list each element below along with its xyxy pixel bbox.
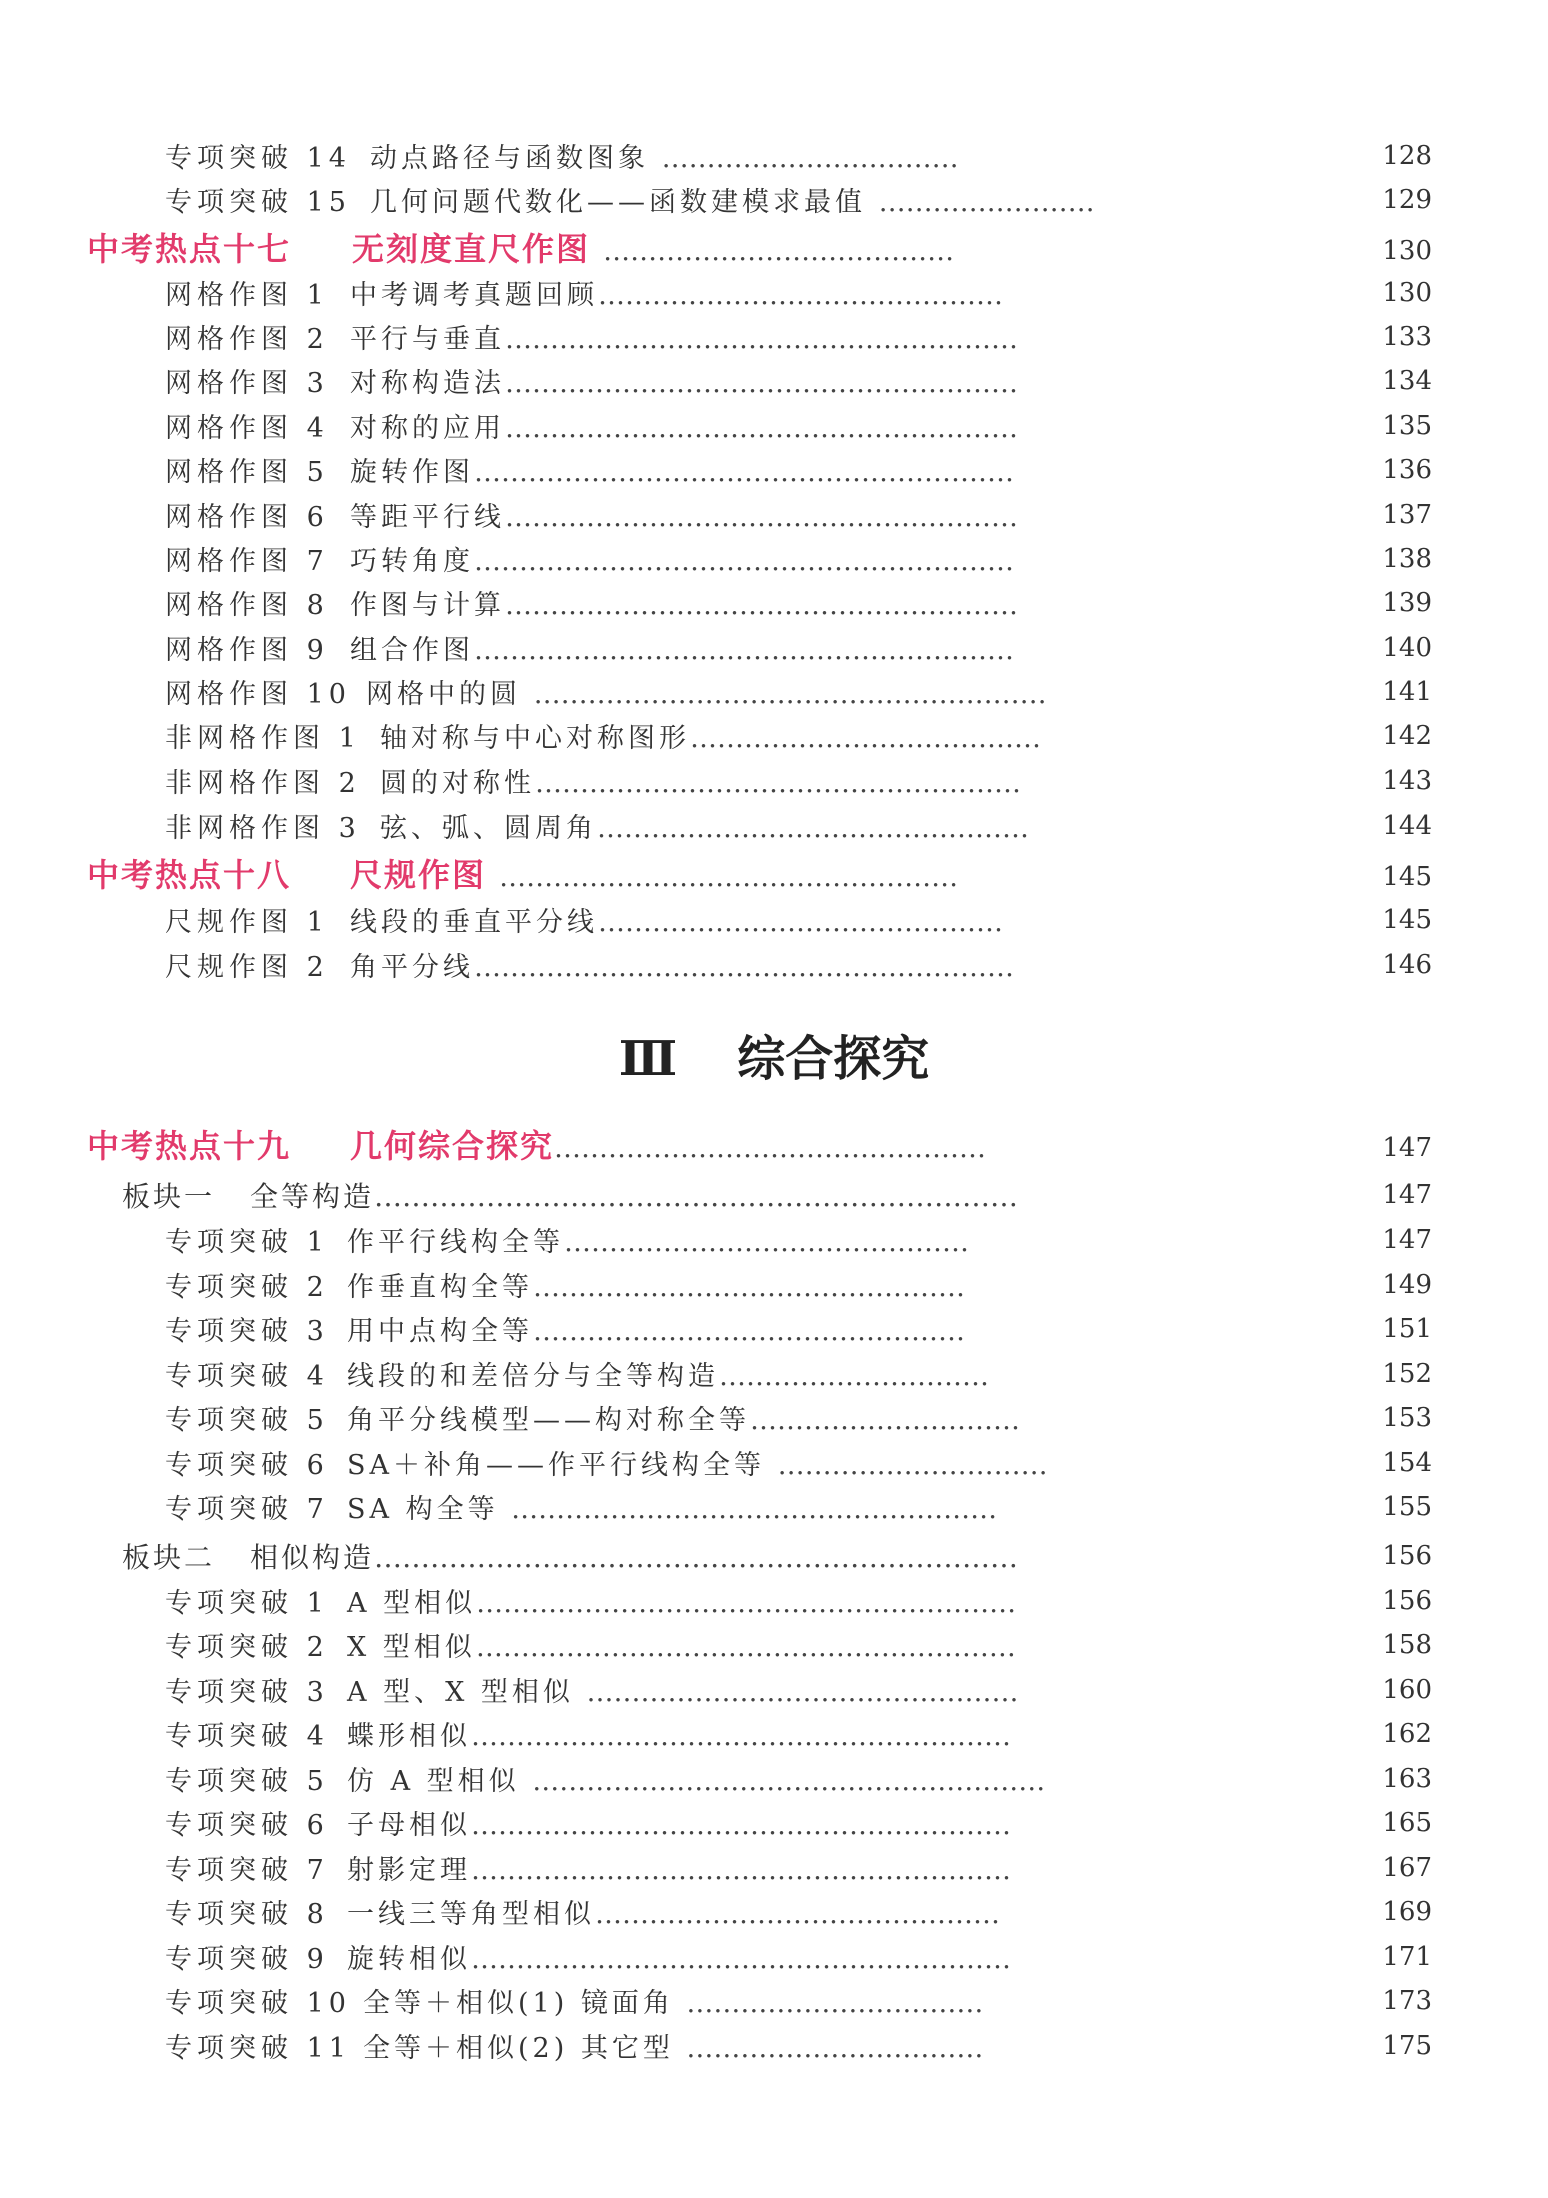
page-number: 169 — [1382, 1897, 1432, 1927]
page-number: 139 — [1382, 588, 1432, 618]
entry-label: 网格作图 8 — [165, 590, 329, 621]
leader-dots: …………………………………………………………… — [374, 1180, 1019, 1213]
entry-title: 线段的和差倍分与全等构造………………………… — [347, 1361, 989, 1392]
entry-title: 仿 A 型相似 ………………………………………………… — [347, 1766, 1046, 1797]
toc-entry[interactable] — [0, 1578, 1548, 1618]
entry-label: 非网格作图 2 — [165, 768, 361, 799]
toc-entry[interactable] — [0, 1800, 1548, 1840]
page-number: 156 — [1382, 1586, 1432, 1616]
entry-label: 网格作图 2 — [165, 324, 329, 355]
toc-section-heading[interactable] — [0, 1121, 1548, 1165]
leader-dots: …………………………………………… — [499, 862, 959, 893]
page-number: 147 — [1382, 1225, 1432, 1255]
page-number: 130 — [1382, 278, 1432, 308]
toc-entry[interactable] — [0, 133, 1548, 173]
leader-dots: ………………………………………… — [586, 1677, 1019, 1708]
entry-label: 网格作图 3 — [165, 368, 329, 399]
entry-title: 动点路径与函数图象 …………………………… — [370, 143, 959, 174]
toc-entry[interactable] — [0, 270, 1548, 310]
entry-label: 专项突破 9 — [165, 1944, 329, 1975]
page-number: 158 — [1382, 1630, 1432, 1660]
page-number: 162 — [1382, 1719, 1432, 1749]
leader-dots: …………………………………………………… — [475, 1632, 1016, 1663]
toc-entry[interactable] — [0, 2023, 1548, 2063]
entry-title: 角平分线模型——构对称全等………………………… — [347, 1405, 1020, 1436]
toc-entry[interactable] — [0, 1889, 1548, 1929]
entry-label: 网格作图 4 — [165, 413, 329, 444]
leader-dots: …………………………………………………… — [474, 546, 1014, 577]
section-label: 中考热点十九 — [87, 1127, 292, 1165]
page-number: 136 — [1382, 455, 1432, 485]
leader-dots: ………………………… — [777, 1450, 1048, 1481]
entry-title: 一线三等角型相似……………………………………… — [347, 1899, 1000, 1930]
page-number: 167 — [1382, 1853, 1432, 1883]
entry-label: 专项突破 3 — [165, 1677, 329, 1708]
leader-dots: …………………………… — [661, 143, 959, 174]
page-number: 156 — [1382, 1541, 1432, 1571]
toc-entry[interactable] — [0, 314, 1548, 354]
entry-label: 专项突破 4 — [165, 1721, 329, 1752]
page-number: 129 — [1382, 185, 1432, 215]
leader-dots: ……………………………………………… — [535, 768, 1021, 799]
part-numeral: Ⅲ — [618, 1031, 678, 1087]
entry-label: 专项突破 5 — [165, 1405, 329, 1436]
entry-title: 作图与计算………………………………………………… — [350, 590, 1018, 621]
entry-label: 专项突破 15 — [165, 187, 351, 218]
entry-title: 用中点构全等………………………………………… — [347, 1316, 965, 1347]
toc-entry[interactable] — [0, 1667, 1548, 1707]
section-title: 几何综合探究………………………………………… — [350, 1127, 987, 1165]
toc-entry[interactable] — [0, 942, 1548, 982]
entry-title: 平行与垂直………………………………………………… — [350, 324, 1018, 355]
leader-dots: …………………………………………………………… — [374, 1541, 1019, 1574]
toc-entry[interactable] — [0, 803, 1548, 843]
entry-title: 全等＋相似(2) 其它型 …………………………… — [363, 2033, 984, 2064]
page-number: 138 — [1382, 544, 1432, 574]
section-title: 无刻度直尺作图 ………………………………… — [352, 230, 955, 268]
entry-title: A 型、X 型相似 ………………………………………… — [347, 1677, 1019, 1708]
entry-label: 网格作图 10 — [165, 679, 351, 710]
entry-title: 蝶形相似…………………………………………………… — [347, 1721, 1011, 1752]
toc-entry[interactable] — [0, 1262, 1548, 1302]
section-label: 中考热点十八 — [87, 856, 292, 894]
page-number: 173 — [1382, 1986, 1432, 2016]
leader-dots: ………………………………………………… — [505, 590, 1018, 621]
leader-dots: …………………………… — [686, 1988, 984, 2019]
toc-entry[interactable] — [0, 758, 1548, 798]
toc-entry[interactable] — [0, 625, 1548, 665]
entry-label: 尺规作图 2 — [165, 952, 329, 983]
toc-section-heading[interactable] — [0, 850, 1548, 894]
entry-label: 非网格作图 1 — [165, 723, 361, 754]
leader-dots: ………………………………………………… — [532, 1766, 1046, 1797]
page-number: 134 — [1382, 366, 1432, 396]
leader-dots: ……………………………………… — [598, 907, 1003, 938]
entry-title: 中考调考真题回顾……………………………………… — [350, 280, 1003, 311]
page-number: 144 — [1382, 811, 1432, 841]
entry-label: 网格作图 6 — [165, 502, 329, 533]
toc-entry[interactable] — [0, 1756, 1548, 1796]
leader-dots: …………………………………………………… — [471, 1721, 1011, 1752]
block-label: 板块一 — [122, 1180, 216, 1213]
page-number: 160 — [1382, 1675, 1432, 1705]
entry-title: SA 构全等 ……………………………………………… — [347, 1494, 998, 1525]
page-number: 145 — [1382, 905, 1432, 935]
entry-title: 等距平行线………………………………………………… — [350, 502, 1018, 533]
entry-label: 专项突破 4 — [165, 1361, 329, 1392]
entry-title: 组合作图…………………………………………………… — [350, 635, 1014, 666]
entry-label: 专项突破 11 — [165, 2033, 351, 2064]
leader-dots: ………………………………… — [690, 723, 1041, 754]
toc-block[interactable] — [0, 1533, 1548, 1573]
toc-entry[interactable] — [0, 1395, 1548, 1435]
entry-title: SA＋补角——作平行线构全等 ………………………… — [347, 1450, 1048, 1481]
page-number: 142 — [1382, 721, 1432, 751]
toc-entry[interactable] — [0, 1306, 1548, 1346]
leader-dots: ………………………………………………… — [505, 324, 1018, 355]
leader-dots: ……………………………………………… — [511, 1494, 998, 1525]
entry-label: 专项突破 7 — [165, 1494, 329, 1525]
toc-entry[interactable] — [0, 177, 1548, 217]
leader-dots: ………………………………………………… — [505, 502, 1018, 533]
leader-dots: ……………………………………… — [595, 1899, 1000, 1930]
entry-label: 专项突破 5 — [165, 1766, 329, 1797]
leader-dots: …………………………………………………… — [474, 952, 1014, 983]
toc-block[interactable] — [0, 1172, 1548, 1212]
toc-entry[interactable] — [0, 713, 1548, 753]
leader-dots: …………………………………………………… — [474, 635, 1014, 666]
entry-label: 专项突破 2 — [165, 1272, 329, 1303]
page-number: 175 — [1382, 2031, 1432, 2061]
toc-entry[interactable] — [0, 580, 1548, 620]
section-label: 中考热点十七 — [87, 230, 292, 268]
block-title: 全等构造…………………………………………………………… — [250, 1180, 1019, 1213]
entry-title: 作平行线构全等……………………………………… — [347, 1227, 969, 1258]
toc-entry[interactable] — [0, 669, 1548, 709]
entry-label: 专项突破 7 — [165, 1855, 329, 1886]
leader-dots: …………………………………………………… — [471, 1810, 1011, 1841]
entry-label: 非网格作图 3 — [165, 813, 361, 844]
toc-entry[interactable] — [0, 1622, 1548, 1662]
entry-title: A 型相似…………………………………………………… — [347, 1588, 1017, 1619]
section-title: 尺规作图 …………………………………………… — [350, 856, 959, 894]
entry-title: 子母相似…………………………………………………… — [347, 1810, 1011, 1841]
toc-entry[interactable] — [0, 1440, 1548, 1480]
block-title: 相似构造…………………………………………………………… — [250, 1541, 1019, 1574]
entry-title: 弦、弧、圆周角………………………………………… — [380, 813, 1029, 844]
leader-dots: ………………………………………………… — [505, 413, 1018, 444]
page-number: 147 — [1382, 1180, 1432, 1210]
entry-title: 射影定理…………………………………………………… — [347, 1855, 1011, 1886]
leader-dots: …………………………………………………… — [471, 1855, 1011, 1886]
part-title: 综合探究 — [737, 1031, 930, 1087]
entry-label: 专项突破 14 — [165, 143, 351, 174]
entry-label: 网格作图 7 — [165, 546, 329, 577]
page-number: 135 — [1382, 411, 1432, 441]
entry-title: 巧转角度…………………………………………………… — [350, 546, 1014, 577]
entry-title: 旋转作图…………………………………………………… — [350, 457, 1014, 488]
entry-label: 尺规作图 1 — [165, 907, 329, 938]
toc-entry[interactable] — [0, 897, 1548, 937]
leader-dots: ………………………………………… — [597, 813, 1029, 844]
page-number: 151 — [1382, 1314, 1432, 1344]
toc-section-heading[interactable] — [0, 224, 1548, 268]
leader-dots: ……………………………………… — [564, 1227, 969, 1258]
entry-title: 角平分线…………………………………………………… — [350, 952, 1014, 983]
page-number: 146 — [1382, 950, 1432, 980]
entry-label: 专项突破 8 — [165, 1899, 329, 1930]
page-number: 152 — [1382, 1359, 1432, 1389]
leader-dots: ………………………………… — [603, 236, 955, 267]
page-number: 154 — [1382, 1448, 1432, 1478]
page-number: 165 — [1382, 1808, 1432, 1838]
page-number: 171 — [1382, 1942, 1432, 1972]
toc-entry[interactable] — [0, 447, 1548, 487]
entry-label: 专项突破 1 — [165, 1588, 329, 1619]
toc-entry[interactable] — [0, 403, 1548, 443]
leader-dots: …………………………… — [686, 2033, 984, 2064]
entry-label: 专项突破 6 — [165, 1450, 329, 1481]
entry-title: 全等＋相似(1) 镜面角 …………………………… — [363, 1988, 984, 2019]
page-number: 149 — [1382, 1270, 1432, 1300]
page-number: 137 — [1382, 500, 1432, 530]
page-number: 130 — [1382, 236, 1432, 266]
part-heading — [0, 1020, 1548, 1089]
toc-entry[interactable] — [0, 1351, 1548, 1391]
entry-title: 几何问题代数化——函数建模求最值 …………………… — [370, 187, 1095, 218]
entry-title: 作垂直构全等………………………………………… — [347, 1272, 965, 1303]
toc-entry[interactable] — [0, 536, 1548, 576]
entry-title: X 型相似…………………………………………………… — [347, 1632, 1016, 1663]
page-number: 141 — [1382, 677, 1432, 707]
toc-entry[interactable] — [0, 1217, 1548, 1257]
page-number: 133 — [1382, 322, 1432, 352]
leader-dots: ………………………… — [719, 1361, 989, 1392]
leader-dots: ………………………………………… — [533, 1316, 965, 1347]
entry-label: 专项突破 6 — [165, 1810, 329, 1841]
page-number: 155 — [1382, 1492, 1432, 1522]
page-number: 147 — [1382, 1133, 1432, 1163]
leader-dots: ………………………………………… — [533, 1272, 965, 1303]
leader-dots: …………………………………………………… — [474, 457, 1014, 488]
entry-label: 专项突破 1 — [165, 1227, 329, 1258]
entry-title: 轴对称与中心对称图形………………………………… — [380, 723, 1041, 754]
leader-dots: ………………………………………………… — [533, 679, 1047, 710]
entry-label: 网格作图 1 — [165, 280, 329, 311]
toc-entry[interactable] — [0, 492, 1548, 532]
entry-title: 网格中的圆 ………………………………………………… — [366, 679, 1047, 710]
toc-entry[interactable] — [0, 1978, 1548, 2018]
leader-dots: ………………………………………………… — [505, 368, 1018, 399]
block-label: 板块二 — [122, 1541, 216, 1574]
leader-dots: ………………………………………… — [554, 1133, 987, 1164]
page-number: 153 — [1382, 1403, 1432, 1433]
leader-dots: ……………………………………… — [598, 280, 1003, 311]
entry-title: 旋转相似…………………………………………………… — [347, 1944, 1011, 1975]
entry-title: 圆的对称性……………………………………………… — [380, 768, 1021, 799]
leader-dots: …………………………………………………… — [471, 1944, 1011, 1975]
entry-title: 对称的应用………………………………………………… — [350, 413, 1018, 444]
toc-entry[interactable] — [0, 1845, 1548, 1885]
leader-dots: …………………… — [878, 187, 1095, 218]
toc-entry[interactable] — [0, 1484, 1548, 1524]
entry-title: 对称构造法………………………………………………… — [350, 368, 1018, 399]
page-number: 128 — [1382, 141, 1432, 171]
toc-entry[interactable] — [0, 1711, 1548, 1751]
leader-dots: ………………………… — [750, 1405, 1020, 1436]
toc-entry[interactable] — [0, 1934, 1548, 1974]
entry-label: 网格作图 5 — [165, 457, 329, 488]
entry-label: 网格作图 9 — [165, 635, 329, 666]
entry-label: 专项突破 3 — [165, 1316, 329, 1347]
page-number: 145 — [1382, 862, 1432, 892]
entry-label: 专项突破 10 — [165, 1988, 351, 2019]
leader-dots: …………………………………………………… — [476, 1588, 1017, 1619]
page-number: 143 — [1382, 766, 1432, 796]
page-number: 140 — [1382, 633, 1432, 663]
entry-title: 线段的垂直平分线……………………………………… — [350, 907, 1003, 938]
page-number: 163 — [1382, 1764, 1432, 1794]
toc-entry[interactable] — [0, 358, 1548, 398]
entry-label: 专项突破 2 — [165, 1632, 329, 1663]
